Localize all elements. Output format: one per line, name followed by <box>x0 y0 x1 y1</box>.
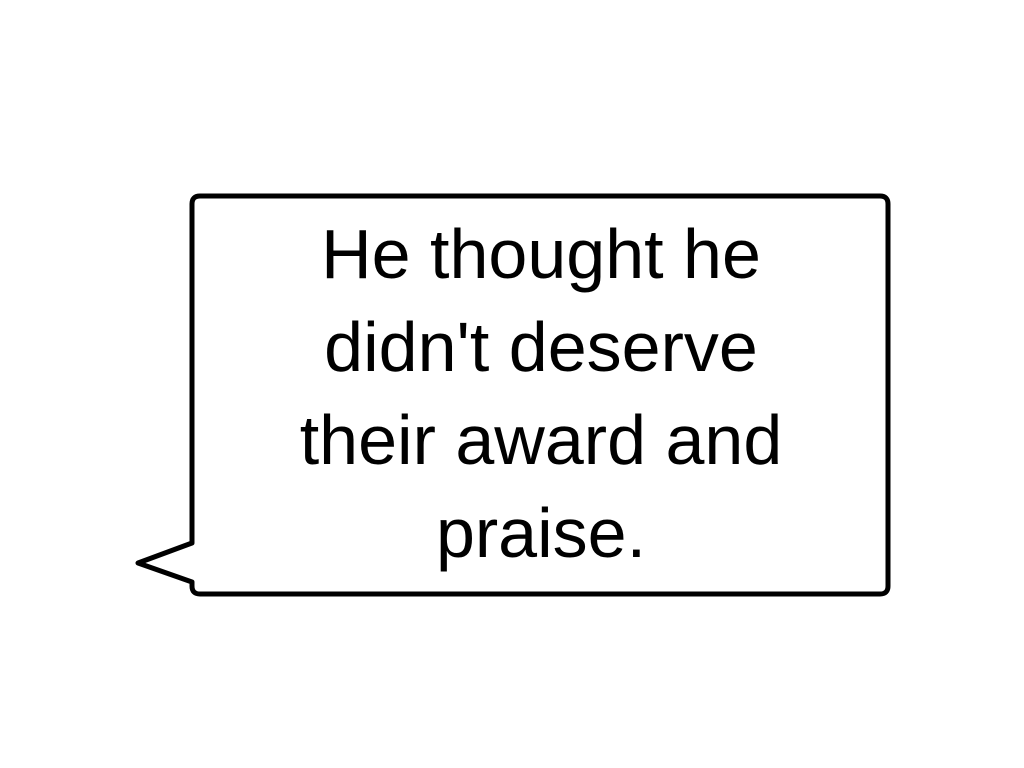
speech-bubble-text: He thought he didn't deserve their award and praise. <box>299 215 783 572</box>
speech-bubble <box>196 204 886 584</box>
